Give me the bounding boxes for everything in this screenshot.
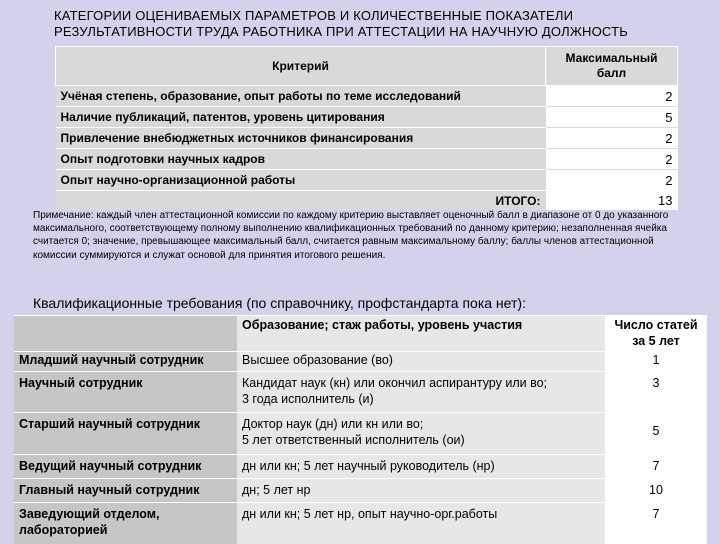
qualification-requirement: [237, 372, 605, 413]
qualification-row: [14, 352, 707, 372]
qualification-requirement-line2: 3 года исполнитель (и): [242, 391, 600, 407]
qualification-requirement-line1: Кандидат наук (кн) или окончил аспирантуру или во;: [242, 375, 600, 391]
qualification-position: Главный научный сотрудник: [14, 479, 237, 503]
criteria-name: Опыт подготовки научных кадров: [56, 149, 546, 170]
qualification-header-articles-line1: Число статей: [610, 317, 702, 333]
criteria-total-row: [56, 191, 678, 211]
criteria-name: Наличие публикаций, патентов, уровень цитирования: [56, 107, 546, 128]
qualification-requirement-line1: дн или кн; 5 лет нр, опыт научно-орг.работы: [242, 506, 600, 522]
criteria-max: 2: [546, 86, 678, 107]
qualification-requirement: [237, 479, 605, 503]
qualification-position: Научный сотрудник: [14, 372, 237, 413]
qualification-header-education: Образование; стаж работы, уровень участия: [237, 316, 605, 352]
criteria-name: Учёная степень, образование, опыт работы по теме исследований: [56, 86, 546, 107]
qualification-position: Младший научный сотрудник: [14, 352, 237, 372]
qualification-header-articles: [605, 316, 707, 352]
qualification-row: [14, 372, 707, 413]
qualification-position: Заведующий отделом, лабораторией: [14, 503, 237, 544]
page-title: [54, 8, 694, 40]
criteria-max: 2: [546, 128, 678, 149]
qualification-table: [14, 315, 707, 544]
qualification-requirement: [237, 352, 605, 372]
qualification-header-articles-line2: за 5 лет: [610, 333, 702, 349]
qualification-row: [14, 479, 707, 503]
criteria-max: 5: [546, 107, 678, 128]
criteria-header-row: [56, 47, 678, 86]
qualification-articles: 7: [605, 455, 707, 479]
qualification-articles: 1: [605, 352, 707, 372]
qualification-requirement-line1: Доктор наук (дн) или кн или во;: [242, 416, 600, 432]
qualification-requirement-line1: Высшее образование (во): [242, 352, 600, 368]
qualification-requirement: [237, 503, 605, 544]
qualification-header-blank: [14, 316, 237, 352]
qualification-title: Квалификационные требования (по справочнику, профстандарта пока нет):: [33, 295, 526, 311]
title-line-2: РЕЗУЛЬТАТИВНОСТИ ТРУДА РАБОТНИКА ПРИ АТТЕСТАЦИИ НА НАУЧНУЮ ДОЛЖНОСТЬ: [54, 24, 694, 40]
title-line-1: КАТЕГОРИИ ОЦЕНИВАЕМЫХ ПАРАМЕТРОВ И КОЛИЧЕСТВЕННЫЕ ПОКАЗАТЕЛИ: [54, 8, 694, 24]
criteria-table: [55, 46, 678, 210]
criteria-row: [56, 128, 678, 149]
criteria-row: [56, 149, 678, 170]
criteria-header-max-line1: Максимальный: [551, 51, 672, 66]
qualification-position: Старший научный сотрудник: [14, 413, 237, 455]
criteria-max: 2: [546, 170, 678, 191]
qualification-requirement: [237, 455, 605, 479]
criteria-header-max: [546, 47, 678, 86]
qualification-articles: 3: [605, 372, 707, 413]
criteria-total-value: 13: [546, 191, 678, 211]
qualification-requirement-line2: 5 лет ответственный исполнитель (ои): [242, 432, 600, 448]
criteria-header-criterion: Критерий: [56, 47, 546, 86]
qualification-requirement-line1: дн или кн; 5 лет научный руководитель (нр): [242, 458, 600, 474]
criteria-name: Опыт научно-организационной работы: [56, 170, 546, 191]
qualification-row: [14, 455, 707, 479]
criteria-header-max-line2: балл: [551, 66, 672, 81]
qualification-position: Ведущий научный сотрудник: [14, 455, 237, 479]
qualification-articles: 5: [605, 413, 707, 455]
qualification-row: [14, 503, 707, 544]
criteria-row: [56, 86, 678, 107]
qualification-requirement: [237, 413, 605, 455]
qualification-articles: 10: [605, 479, 707, 503]
criteria-total-label: ИТОГО:: [56, 191, 546, 211]
criteria-row: [56, 170, 678, 191]
qualification-row: [14, 413, 707, 455]
criteria-row: [56, 107, 678, 128]
criteria-max: 2: [546, 149, 678, 170]
criteria-name: Привлечение внебюджетных источников финансирования: [56, 128, 546, 149]
qualification-articles: 7: [605, 503, 707, 544]
qualification-header-row: [14, 316, 707, 352]
note-text: Примечание: каждый член аттестационной комиссии по каждому критерию выставляет оценочный балл в диапазоне от 0 до указанного максимального, соответствующему полному выполнению квалификационных требований по данному критерию; незаполненная ячейка считается 0; значение, превышающее максимальный балл, считается равным максимальному баллу; баллы членов аттестационной комиссии суммируются и служат основой для принятия итогового решения.: [33, 209, 693, 262]
qualification-requirement-line1: дн; 5 лет нр: [242, 482, 600, 498]
